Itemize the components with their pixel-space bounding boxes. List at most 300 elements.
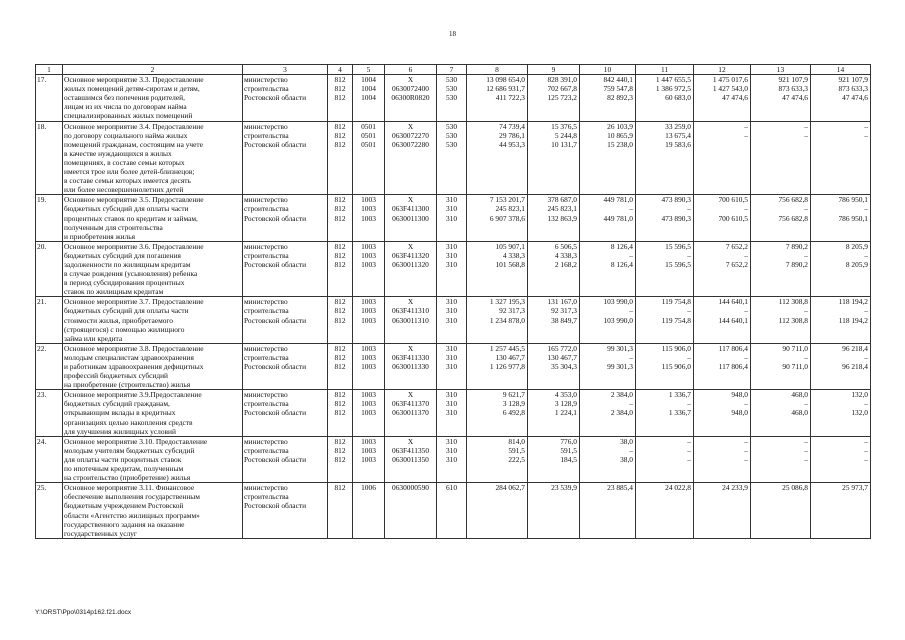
value-line: – (864, 454, 868, 464)
value-cell (437, 241, 467, 297)
executor-line: Ростовской области (244, 362, 307, 371)
value-cell (751, 195, 811, 241)
budget-table (35, 64, 871, 539)
value-line: 610 (445, 483, 458, 493)
value-cell (385, 343, 437, 389)
executor-cell (243, 390, 328, 436)
value-line: 7 652,2 (725, 259, 748, 269)
value-cell (528, 343, 580, 389)
value-cell (636, 297, 694, 343)
value-cell (636, 121, 694, 195)
value-cell (580, 483, 636, 539)
value-line: 1003 (361, 259, 376, 269)
value-line: 0630011330 (392, 362, 429, 371)
value-line: 24 022,8 (665, 483, 691, 493)
value-line: 90 711,0 (782, 343, 808, 353)
table-row (36, 436, 871, 482)
value-line: 5 244,8 (554, 130, 577, 140)
measure-title-line: оставшимся без попечения родителей, (64, 93, 185, 103)
value-line: 99 301,3 (607, 362, 633, 371)
value-line: – (744, 436, 748, 446)
value-line: 948,0 (731, 390, 748, 400)
value-line: 700 610,5 (718, 195, 748, 205)
value-cell (437, 121, 467, 195)
value-line: 38,0 (620, 436, 633, 446)
value-line: 0630072400 (392, 84, 429, 94)
value-line: 776,0 (560, 436, 577, 446)
value-line: 310 (445, 362, 458, 371)
value-line: – (744, 454, 748, 464)
value-cell (811, 297, 871, 343)
measure-title-line: Основное мероприятие 3.4. Предоставление (64, 121, 204, 131)
value-cell (694, 343, 751, 389)
value-cell (636, 390, 694, 436)
value-cell (580, 75, 636, 121)
measure-title-line: государственных услуг (64, 528, 137, 538)
column-number-cell: 5 (353, 65, 385, 75)
value-line: 1 327 195,3 (489, 297, 525, 307)
value-line: – (744, 204, 748, 214)
value-line: 921 107,9 (838, 75, 868, 85)
value-line: 0501 (361, 130, 376, 140)
table-row (36, 297, 871, 343)
executor-line: Ростовской области (244, 213, 307, 223)
value-line: 8 205,9 (845, 241, 868, 251)
value-line: 29 786,1 (499, 130, 525, 140)
value-cell (385, 436, 437, 482)
measure-title-line: Основное мероприятие 3.10. Предоставление (64, 436, 208, 446)
value-line: 7 890,2 (785, 259, 808, 269)
value-cell (328, 436, 353, 482)
table-body (36, 65, 871, 539)
value-cell (528, 241, 580, 297)
value-line: 25 973,7 (842, 483, 868, 493)
value-line: 756 682,8 (778, 195, 808, 205)
value-line: – (629, 250, 633, 260)
value-line: – (687, 250, 691, 260)
value-line: 125 723,2 (547, 93, 577, 103)
value-line: 1004 (361, 84, 376, 94)
value-line: 786 950,1 (838, 195, 868, 205)
value-line: – (864, 250, 868, 260)
measure-title-line: Основное мероприятие 3.11. Финансовое (64, 483, 195, 493)
value-line: X (407, 436, 414, 446)
value-cell (467, 483, 528, 539)
executor-line: строительства (244, 306, 289, 316)
column-number-cell: 1 (36, 65, 63, 75)
value-line: 6 907 378,6 (489, 213, 525, 223)
measure-title-line: организациях целью накопления средств (64, 417, 193, 427)
value-cell (580, 121, 636, 195)
value-line: 812 (334, 408, 346, 418)
value-line: 814,0 (508, 436, 525, 446)
value-line: 112 308,8 (778, 315, 808, 325)
value-line: 1004 (361, 75, 376, 85)
measure-title-cell (63, 75, 243, 121)
value-cell (528, 390, 580, 436)
executor-cell (243, 195, 328, 241)
executor-cell (243, 121, 328, 195)
value-cell (467, 343, 528, 389)
executor-line: министерство (244, 241, 288, 251)
value-line: 131 167,0 (547, 297, 577, 307)
value-line: 702 667,8 (547, 84, 577, 94)
value-line: 0501 (361, 139, 376, 149)
value-line: 1003 (361, 213, 376, 223)
value-line: 165 772,0 (547, 343, 577, 353)
value-line: 144 640,1 (718, 297, 748, 307)
value-line: 2 384,0 (610, 408, 633, 418)
value-line: 842 440,1 (603, 75, 633, 85)
table-row (36, 483, 871, 539)
value-line: 47 474,6 (722, 93, 748, 103)
value-line: 115 906,0 (661, 362, 691, 371)
column-number-cell: 2 (63, 65, 243, 75)
value-line: 530 (445, 139, 458, 149)
value-cell (437, 390, 467, 436)
value-line: 19 583,6 (665, 139, 691, 149)
value-line: 112 308,8 (778, 297, 808, 307)
value-line: 0501 (361, 121, 376, 131)
value-line: – (744, 130, 748, 140)
value-line: 812 (334, 483, 346, 493)
value-line: 13 675,4 (665, 130, 691, 140)
measure-title-line: специализированных жилых помещений (64, 111, 193, 121)
value-line: 35 304,3 (551, 362, 577, 371)
measure-title-line: Основное мероприятие 3.3. Предоставление (64, 75, 204, 85)
executor-line: министерство (244, 343, 288, 353)
measure-title-line: открывающим вклады в кредитных (64, 408, 176, 418)
value-line: 063F411350 (391, 445, 430, 455)
value-line: 1003 (361, 297, 376, 307)
value-cell (636, 436, 694, 482)
value-line: 0630072280 (392, 139, 429, 149)
measure-title-cell (63, 483, 243, 539)
measure-title-line: бюджетных субсидий для погашения (64, 250, 181, 260)
measure-title-line: молодым учителям бюджетных субсидий (64, 445, 195, 455)
value-line: 310 (445, 408, 458, 418)
measure-title-line: (строящегося) с помощью жилищного (64, 324, 185, 334)
executor-line: министерство (244, 195, 288, 205)
value-cell (467, 297, 528, 343)
value-cell (694, 195, 751, 241)
value-line: – (804, 399, 808, 409)
value-line: 0630000590 (392, 483, 429, 493)
value-line: 144 640,1 (718, 315, 748, 325)
measure-title-cell (63, 343, 243, 389)
value-cell (811, 390, 871, 436)
executor-line: строительства (244, 352, 289, 362)
value-cell (328, 195, 353, 241)
value-line: X (407, 390, 414, 400)
value-line: 310 (445, 343, 458, 353)
value-line: 4 353,0 (554, 390, 577, 400)
value-line: 873 633,3 (838, 84, 868, 94)
value-cell (580, 390, 636, 436)
value-cell (328, 343, 353, 389)
value-line: 0630011370 (392, 408, 429, 418)
value-cell (636, 343, 694, 389)
value-line: 1003 (361, 454, 376, 464)
value-line: 0630072270 (392, 130, 429, 140)
value-line: 530 (445, 93, 458, 103)
value-line: 3 128,9 (554, 399, 577, 409)
value-line: 1003 (361, 250, 376, 260)
value-cell (580, 343, 636, 389)
row-number-cell: 21. (36, 297, 63, 343)
value-cell (751, 75, 811, 121)
value-cell (751, 436, 811, 482)
value-line: 25 086,8 (782, 483, 808, 493)
value-line: 3 128,9 (502, 399, 525, 409)
value-line: 47 474,6 (842, 93, 868, 103)
table-row (36, 390, 871, 436)
value-line: 130 467,7 (547, 352, 577, 362)
value-line: X (407, 195, 414, 205)
value-cell (528, 436, 580, 482)
value-line: 1 257 445,5 (489, 343, 525, 353)
value-line: 530 (445, 130, 458, 140)
row-number-cell: 23. (36, 390, 63, 436)
value-line: 1003 (361, 343, 376, 353)
value-line: – (687, 454, 691, 464)
executor-line: министерство (244, 483, 288, 493)
measure-title-line: займа или кредита (64, 333, 123, 343)
value-line: – (744, 250, 748, 260)
value-line: 411 722,3 (495, 93, 525, 103)
value-line: 10 131,7 (551, 139, 577, 149)
value-line (695, 140, 748, 149)
value-line: 812 (334, 454, 346, 464)
measure-title-line: профессий бюджетных субсидий (64, 371, 169, 381)
measure-title-line: в случае рождения (усыновления) ребенка (64, 269, 198, 279)
value-cell (694, 75, 751, 121)
executor-line: строительства (244, 204, 289, 214)
measure-title-line: молодым специалистам здравоохранения (64, 352, 194, 362)
value-cell (528, 483, 580, 539)
value-line: 310 (445, 315, 458, 325)
value-line: 063F411370 (391, 399, 430, 409)
measure-title-cell (63, 121, 243, 195)
value-line: 132,0 (851, 390, 868, 400)
value-cell (328, 297, 353, 343)
value-cell (437, 436, 467, 482)
value-cell (694, 297, 751, 343)
measure-title-line: жилых помещений детям-сиротам и детям, (64, 84, 200, 94)
column-number-cell: 9 (528, 65, 580, 75)
executor-line: Ростовской области (244, 139, 307, 149)
value-cell (353, 195, 385, 241)
value-line: 812 (334, 436, 346, 446)
value-line: 310 (445, 259, 458, 269)
value-line: 812 (334, 297, 346, 307)
value-line: 117 806,4 (718, 362, 748, 371)
value-cell (636, 195, 694, 241)
value-line: 284 062,7 (495, 483, 525, 493)
value-line: 245 823,1 (495, 204, 525, 214)
column-number-cell: 8 (467, 65, 528, 75)
value-line: 105 907,1 (495, 241, 525, 251)
measure-title-line: бюджетных субсидий для оплаты части (64, 204, 189, 214)
value-line: 473 890,3 (661, 195, 691, 205)
value-line: X (407, 297, 414, 307)
value-line: 1 427 543,0 (712, 84, 748, 94)
measure-title-line: помещениях, в составе семьи которых (64, 157, 185, 167)
measure-title-line: Основное мероприятие 3.9.Предоставление (64, 390, 202, 400)
column-number-cell: 7 (437, 65, 467, 75)
value-line: 15 238,0 (607, 139, 633, 149)
value-line: – (804, 306, 808, 316)
value-line: – (687, 436, 691, 446)
value-line: X (407, 121, 414, 131)
value-line: 117 806,4 (718, 343, 748, 353)
value-line: 2 168,2 (554, 259, 577, 269)
value-line: 700 610,5 (718, 213, 748, 223)
value-line: 1 386 972,5 (655, 84, 691, 94)
value-line: 310 (445, 195, 458, 205)
value-line: – (629, 399, 633, 409)
measure-title-line: на приобретение (строительство) жилья (64, 380, 191, 390)
value-line: 1006 (361, 483, 376, 493)
value-cell (751, 343, 811, 389)
value-line: 119 754,8 (661, 297, 691, 307)
row-number-cell: 19. (36, 195, 63, 241)
value-line: 101 568,8 (495, 259, 525, 269)
value-line: 1003 (361, 195, 376, 205)
value-line: 468,0 (791, 390, 808, 400)
value-line: – (864, 436, 868, 446)
value-line: 921 107,9 (778, 75, 808, 85)
value-line: X (407, 343, 414, 353)
value-line: 812 (334, 399, 346, 409)
value-line: 378 687,0 (547, 195, 577, 205)
value-line: – (744, 445, 748, 455)
value-line: – (804, 454, 808, 464)
value-cell (580, 241, 636, 297)
executor-line: строительства (244, 445, 289, 455)
value-line: 0630011300 (392, 213, 429, 223)
executor-line: Ростовской области (244, 315, 307, 325)
executor-cell (243, 436, 328, 482)
value-cell (694, 121, 751, 195)
measure-title-cell (63, 436, 243, 482)
executor-line: строительства (244, 130, 289, 140)
value-cell (580, 436, 636, 482)
value-cell (437, 195, 467, 241)
budget-table-wrapper (35, 64, 870, 539)
measure-title-line: помещений гражданам, состоящим на учете (64, 139, 203, 149)
value-cell (528, 195, 580, 241)
table-row (36, 241, 871, 297)
value-line: – (864, 445, 868, 455)
executor-line: министерство (244, 390, 288, 400)
value-line: 8 205,9 (845, 259, 868, 269)
column-number-cell: 6 (385, 65, 437, 75)
value-cell (528, 297, 580, 343)
value-line: 1 126 977,8 (489, 362, 525, 371)
value-cell (636, 483, 694, 539)
value-line: 449 781,0 (603, 213, 633, 223)
row-number-cell: 25. (36, 483, 63, 539)
value-line: 948,0 (731, 408, 748, 418)
value-line: 1003 (361, 306, 376, 316)
value-cell (385, 241, 437, 297)
value-cell (528, 75, 580, 121)
value-cell (437, 483, 467, 539)
value-line (752, 140, 808, 149)
measure-title-line: и работникам здравоохранения дефицитных (64, 362, 204, 371)
value-cell (751, 483, 811, 539)
value-line: – (864, 399, 868, 409)
value-line: 1003 (361, 436, 376, 446)
value-line: 0630011320 (392, 259, 429, 269)
value-line: – (804, 121, 808, 131)
value-line: – (629, 306, 633, 316)
value-line: 1003 (361, 390, 376, 400)
value-line: 245 823,1 (547, 204, 577, 214)
value-line: – (804, 445, 808, 455)
value-cell (385, 121, 437, 195)
value-line: 92 317,3 (499, 306, 525, 316)
measure-title-line: по ипотечным кредитам, полученным (64, 464, 184, 474)
value-cell (353, 483, 385, 539)
value-line: 530 (445, 121, 458, 131)
value-cell (811, 241, 871, 297)
value-line: 7 890,2 (785, 241, 808, 251)
value-line: 591,5 (508, 445, 525, 455)
value-cell (328, 390, 353, 436)
value-line: – (864, 352, 868, 362)
value-cell (328, 241, 353, 297)
value-line: 530 (445, 84, 458, 94)
value-line: 222,5 (508, 454, 525, 464)
value-cell (385, 195, 437, 241)
value-line: 7 153 201,7 (489, 195, 525, 205)
value-cell (353, 343, 385, 389)
measure-title-line: для оплаты части процентных ставок (64, 454, 182, 464)
page-number: 18 (449, 30, 456, 38)
value-cell (385, 390, 437, 436)
value-line: 119 754,8 (661, 315, 691, 325)
value-line: 812 (334, 315, 346, 325)
value-line: 759 547,8 (603, 84, 633, 94)
measure-title-line: или более несовершеннолетних детей (64, 185, 184, 195)
value-line: X (407, 75, 414, 85)
value-line: – (804, 352, 808, 362)
value-cell (353, 241, 385, 297)
measure-title-line: по договору социального найма жилых (64, 130, 188, 140)
value-cell (467, 121, 528, 195)
executor-line: строительства (244, 84, 289, 94)
value-line: 756 682,8 (778, 213, 808, 223)
value-line: 310 (445, 352, 458, 362)
measure-title-line: области «Агентство жилищных программ» (64, 510, 200, 520)
value-line: 0630011350 (392, 454, 429, 464)
executor-cell (243, 483, 328, 539)
value-line: 812 (334, 390, 346, 400)
value-line: 873 633,3 (778, 84, 808, 94)
executor-line: Ростовской области (244, 93, 307, 103)
value-line: 92 317,3 (551, 306, 577, 316)
value-line: – (864, 130, 868, 140)
value-cell (580, 297, 636, 343)
measure-title-line: ставок по жилищным кредитам (64, 287, 164, 297)
value-line: 103 990,0 (603, 315, 633, 325)
measure-title-line: процентных ставок по кредитам и займам, (64, 213, 198, 223)
value-line: 310 (445, 306, 458, 316)
value-line: 1 475 017,6 (712, 75, 748, 85)
value-cell (751, 121, 811, 195)
